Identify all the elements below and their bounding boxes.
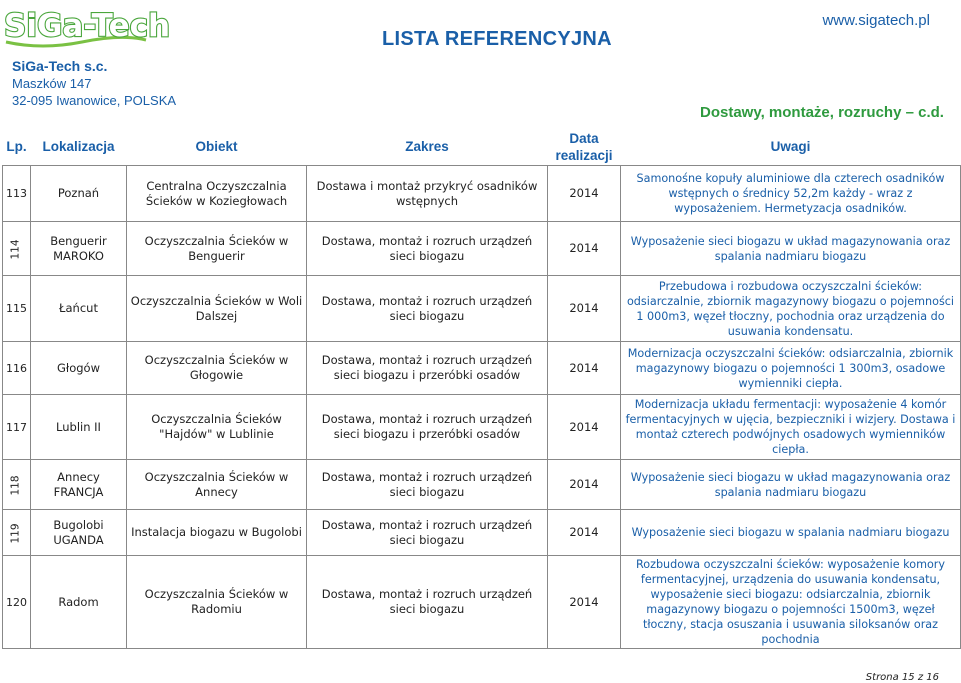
cell-object: Oczyszczalnia Ścieków w Annecy (127, 460, 307, 510)
reference-table (2, 128, 961, 649)
address-line-1: Maszków 147 (12, 76, 92, 91)
website-link[interactable]: www.sigatech.pl (822, 12, 930, 29)
sigatech-logo (2, 2, 171, 52)
cell-year: 2014 (548, 460, 621, 510)
cell-lp (3, 222, 31, 276)
page-number: Strona 15 z 16 (865, 672, 939, 683)
cell-location: Lublin II (31, 395, 127, 460)
page-title: LISTA REFERENCYJNA (382, 28, 612, 50)
cell-object: Oczyszczalnia Ścieków "Hajdów" w Lublinie (127, 395, 307, 460)
company-name: SiGa-Tech s.c. (12, 58, 108, 74)
cell-scope: Dostawa i montaż przykryć osadników wstępnych (307, 166, 548, 222)
cell-lp: 120 (3, 556, 31, 649)
cell-location: Bugolobi UGANDA (31, 510, 127, 556)
logo-wordmark: SiGa-Tech (4, 8, 171, 44)
cell-notes: Przebudowa i rozbudowa oczyszczalni ścieków: odsiarczalnie, zbiornik magazynowy biogazu o pojemności 1 000m3, węzeł tłoczny, pochodnia oraz urządzenia do usuwania kondensatu. (621, 276, 961, 342)
cell-notes: Samonośne kopuły aluminiowe dla czterech osadników wstępnych o średnicy 52,2m każdy - wraz z wyposażeniem. Hermetyzacja osadników. (621, 166, 961, 222)
col-header-date (548, 128, 621, 166)
table-row (3, 276, 961, 342)
cell-lp (3, 510, 31, 556)
cell-year: 2014 (548, 395, 621, 460)
cell-lp: 115 (3, 276, 31, 342)
cell-object: Oczyszczalnia Ścieków w Woli Dalszej (127, 276, 307, 342)
table-row (3, 222, 961, 276)
cell-location: Benguerir MAROKO (31, 222, 127, 276)
cell-object: Instalacja biogazu w Bugolobi (127, 510, 307, 556)
cell-scope: Dostawa, montaż i rozruch urządzeń sieci biogazu (307, 276, 548, 342)
table-row (3, 166, 961, 222)
cell-year: 2014 (548, 222, 621, 276)
cell-notes: Rozbudowa oczyszczalni ścieków: wyposażenie komory fermentacyjnej, urządzenia do usuwania kondensatu, wyposażenie sieci biogazu: odsiarczalnia, zbiornik magazynowy biogazu o pojemności 1500m3, węzeł tłoczny, stacja osuszania i usuwania siloksanów oraz pochodnia (621, 556, 961, 649)
cell-lp: 117 (3, 395, 31, 460)
cell-lp: 116 (3, 342, 31, 395)
cell-notes: Wyposażenie sieci biogazu w spalania nadmiaru biogazu (621, 510, 961, 556)
cell-scope: Dostawa, montaż i rozruch urządzeń sieci biogazu (307, 510, 548, 556)
table-row (3, 342, 961, 395)
cell-scope: Dostawa, montaż i rozruch urządzeń sieci biogazu (307, 556, 548, 649)
address-line-2: 32-095 Iwanowice, POLSKA (12, 93, 177, 108)
col-header-date-line2: realizacji (555, 147, 613, 163)
col-header-location: Lokalizacja (31, 128, 127, 166)
cell-object: Oczyszczalnia Ścieków w Benguerir (127, 222, 307, 276)
cell-location: Annecy FRANCJA (31, 460, 127, 510)
cell-lp (3, 460, 31, 510)
cell-location: Radom (31, 556, 127, 649)
cell-location: Łańcut (31, 276, 127, 342)
col-header-lp: Lp. (3, 128, 31, 166)
cell-object: Centralna Oczyszczalnia Ścieków w Koziegłowach (127, 166, 307, 222)
table-row (3, 510, 961, 556)
cell-notes: Modernizacja oczyszczalni ścieków: odsiarczalnia, zbiornik magazynowy biogazu o pojemności 1 300m3, osadowe wymienniki ciepła. (621, 342, 961, 395)
table-header-row (3, 128, 961, 166)
table-row (3, 395, 961, 460)
cell-lp-text: 119 (9, 522, 22, 544)
cell-location: Poznań (31, 166, 127, 222)
col-header-object: Obiekt (127, 128, 307, 166)
table-row (3, 460, 961, 510)
col-header-date-line1: Data (569, 130, 599, 146)
cell-scope: Dostawa, montaż i rozruch urządzeń sieci biogazu i przeróbki osadów (307, 395, 548, 460)
cell-location: Głogów (31, 342, 127, 395)
cell-scope: Dostawa, montaż i rozruch urządzeń sieci biogazu (307, 222, 548, 276)
cell-scope: Dostawa, montaż i rozruch urządzeń sieci biogazu i przeróbki osadów (307, 342, 548, 395)
cell-object: Oczyszczalnia Ścieków w Radomiu (127, 556, 307, 649)
cell-year: 2014 (548, 342, 621, 395)
cell-notes: Modernizacja układu fermentacji: wyposażenie 4 komór fermentacyjnych w ujęcia, bezpieczniki i wizjery. Dostawa i montaż czterech podwójnych osadowych wymienników ciepła. (621, 395, 961, 460)
col-header-scope: Zakres (307, 128, 548, 166)
table-row (3, 556, 961, 649)
cell-year: 2014 (548, 556, 621, 649)
col-header-notes: Uwagi (621, 128, 961, 166)
cell-notes: Wyposażenie sieci biogazu w układ magazynowania oraz spalania nadmiaru biogazu (621, 222, 961, 276)
cell-notes: Wyposażenie sieci biogazu w układ magazynowania oraz spalania nadmiaru biogazu (621, 460, 961, 510)
cell-lp-text: 118 (9, 474, 22, 496)
cell-scope: Dostawa, montaż i rozruch urządzeń sieci biogazu (307, 460, 548, 510)
cell-year: 2014 (548, 510, 621, 556)
cell-year: 2014 (548, 276, 621, 342)
company-block (12, 58, 176, 109)
cell-object: Oczyszczalnia Ścieków w Głogowie (127, 342, 307, 395)
cell-lp-text: 114 (9, 238, 22, 260)
cell-lp: 113 (3, 166, 31, 222)
section-subtitle: Dostawy, montaże, rozruchy – c.d. (700, 104, 944, 121)
cell-year: 2014 (548, 166, 621, 222)
